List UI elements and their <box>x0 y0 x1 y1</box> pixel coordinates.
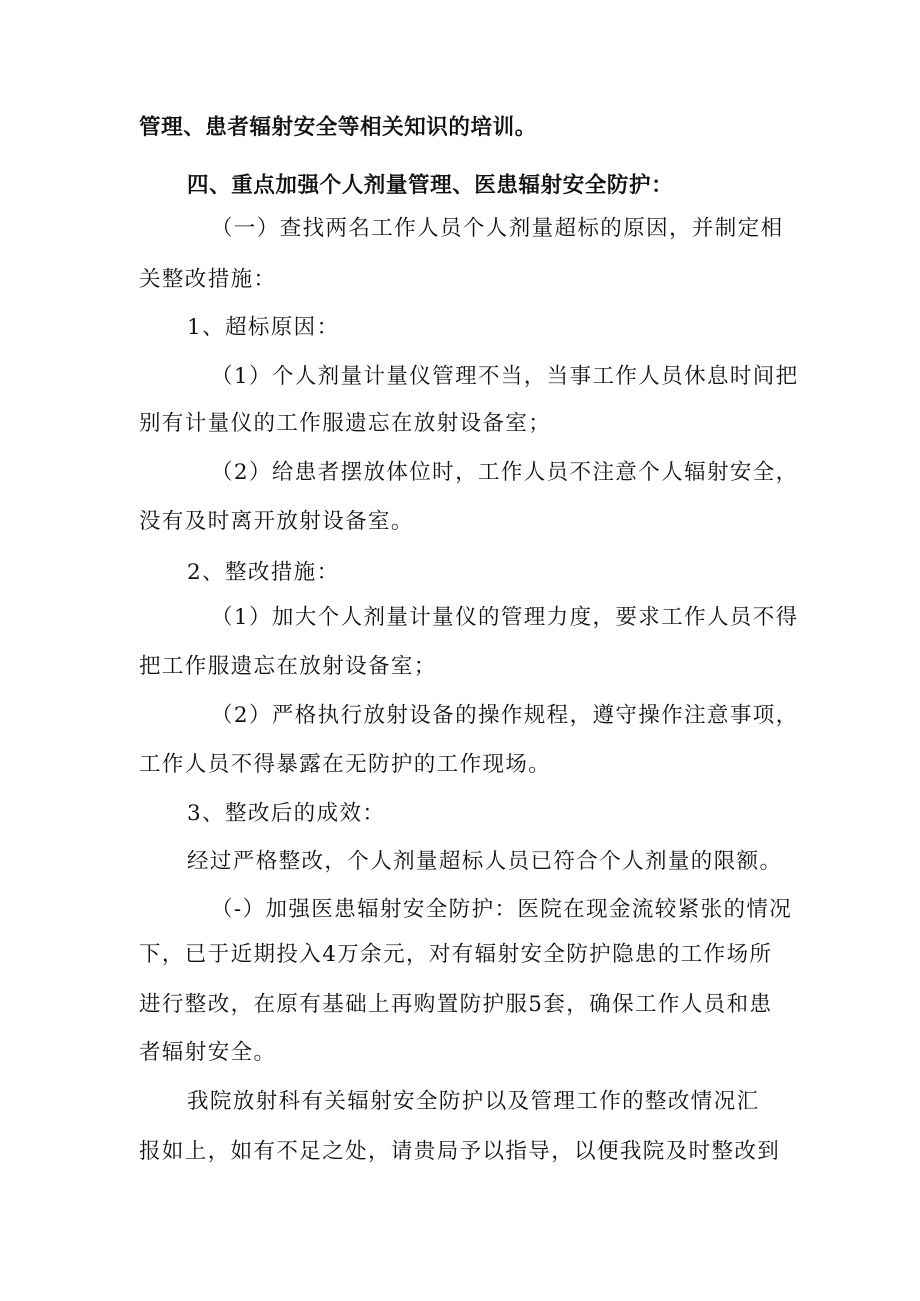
item-heading: 2、整改措施： <box>187 560 340 585</box>
paragraph-line: 把工作服遗忘在放射设备室； <box>139 654 437 679</box>
subsection-heading: （一）查找两名工作人员个人剂量超标的原因，并制定相 <box>211 216 784 241</box>
paragraph-line: 管理、患者辐射安全等相关知识的培训。 <box>139 115 537 140</box>
paragraph-line: 关整改措施： <box>139 267 277 292</box>
subsection-heading: （-）加强医患辐射安全防护：医院在现金流较紧张的情况 <box>211 897 793 922</box>
item-heading: 3、整改后的成效： <box>187 801 386 826</box>
paragraph-line: 者辐射安全。 <box>139 1040 277 1065</box>
paragraph-line: 工作人员不得暴露在无防护的工作现场。 <box>139 752 552 777</box>
paragraph-line: （2）严格执行放射设备的操作规程，遵守操作注意事项， <box>211 703 799 728</box>
section-heading: 四、重点加强个人剂量管理、医患辐射安全防护： <box>187 173 674 198</box>
paragraph-line: 下，已于近期投入4万余元，对有辐射安全防护隐患的工作场所 <box>139 942 773 967</box>
paragraph-line: 经过严格整改，个人剂量超标人员已符合个人剂量的限额。 <box>187 849 783 874</box>
paragraph-line: 报如上，如有不足之处，请贵局予以指导，以便我院及时整改到 <box>139 1139 781 1164</box>
paragraph-line: （2）给患者摆放体位时，工作人员不注意个人辐射安全， <box>211 460 799 485</box>
paragraph-line: 进行整改，在原有基础上再购置防护服5套，确保工作人员和患 <box>139 992 773 1017</box>
paragraph-line: （1）个人剂量计量仪管理不当，当事工作人员休息时间把 <box>211 364 799 389</box>
paragraph-line: 没有及时离开放射设备室。 <box>139 509 414 534</box>
paragraph-line: 别有计量仪的工作服遗忘在放射设备室； <box>139 411 552 436</box>
item-heading: 1、超标原因： <box>187 315 340 340</box>
paragraph-line: （1）加大个人剂量计量仪的管理力度，要求工作人员不得 <box>211 605 799 630</box>
paragraph-line: 我院放射科有关辐射安全防护以及管理工作的整改情况汇 <box>187 1089 760 1114</box>
